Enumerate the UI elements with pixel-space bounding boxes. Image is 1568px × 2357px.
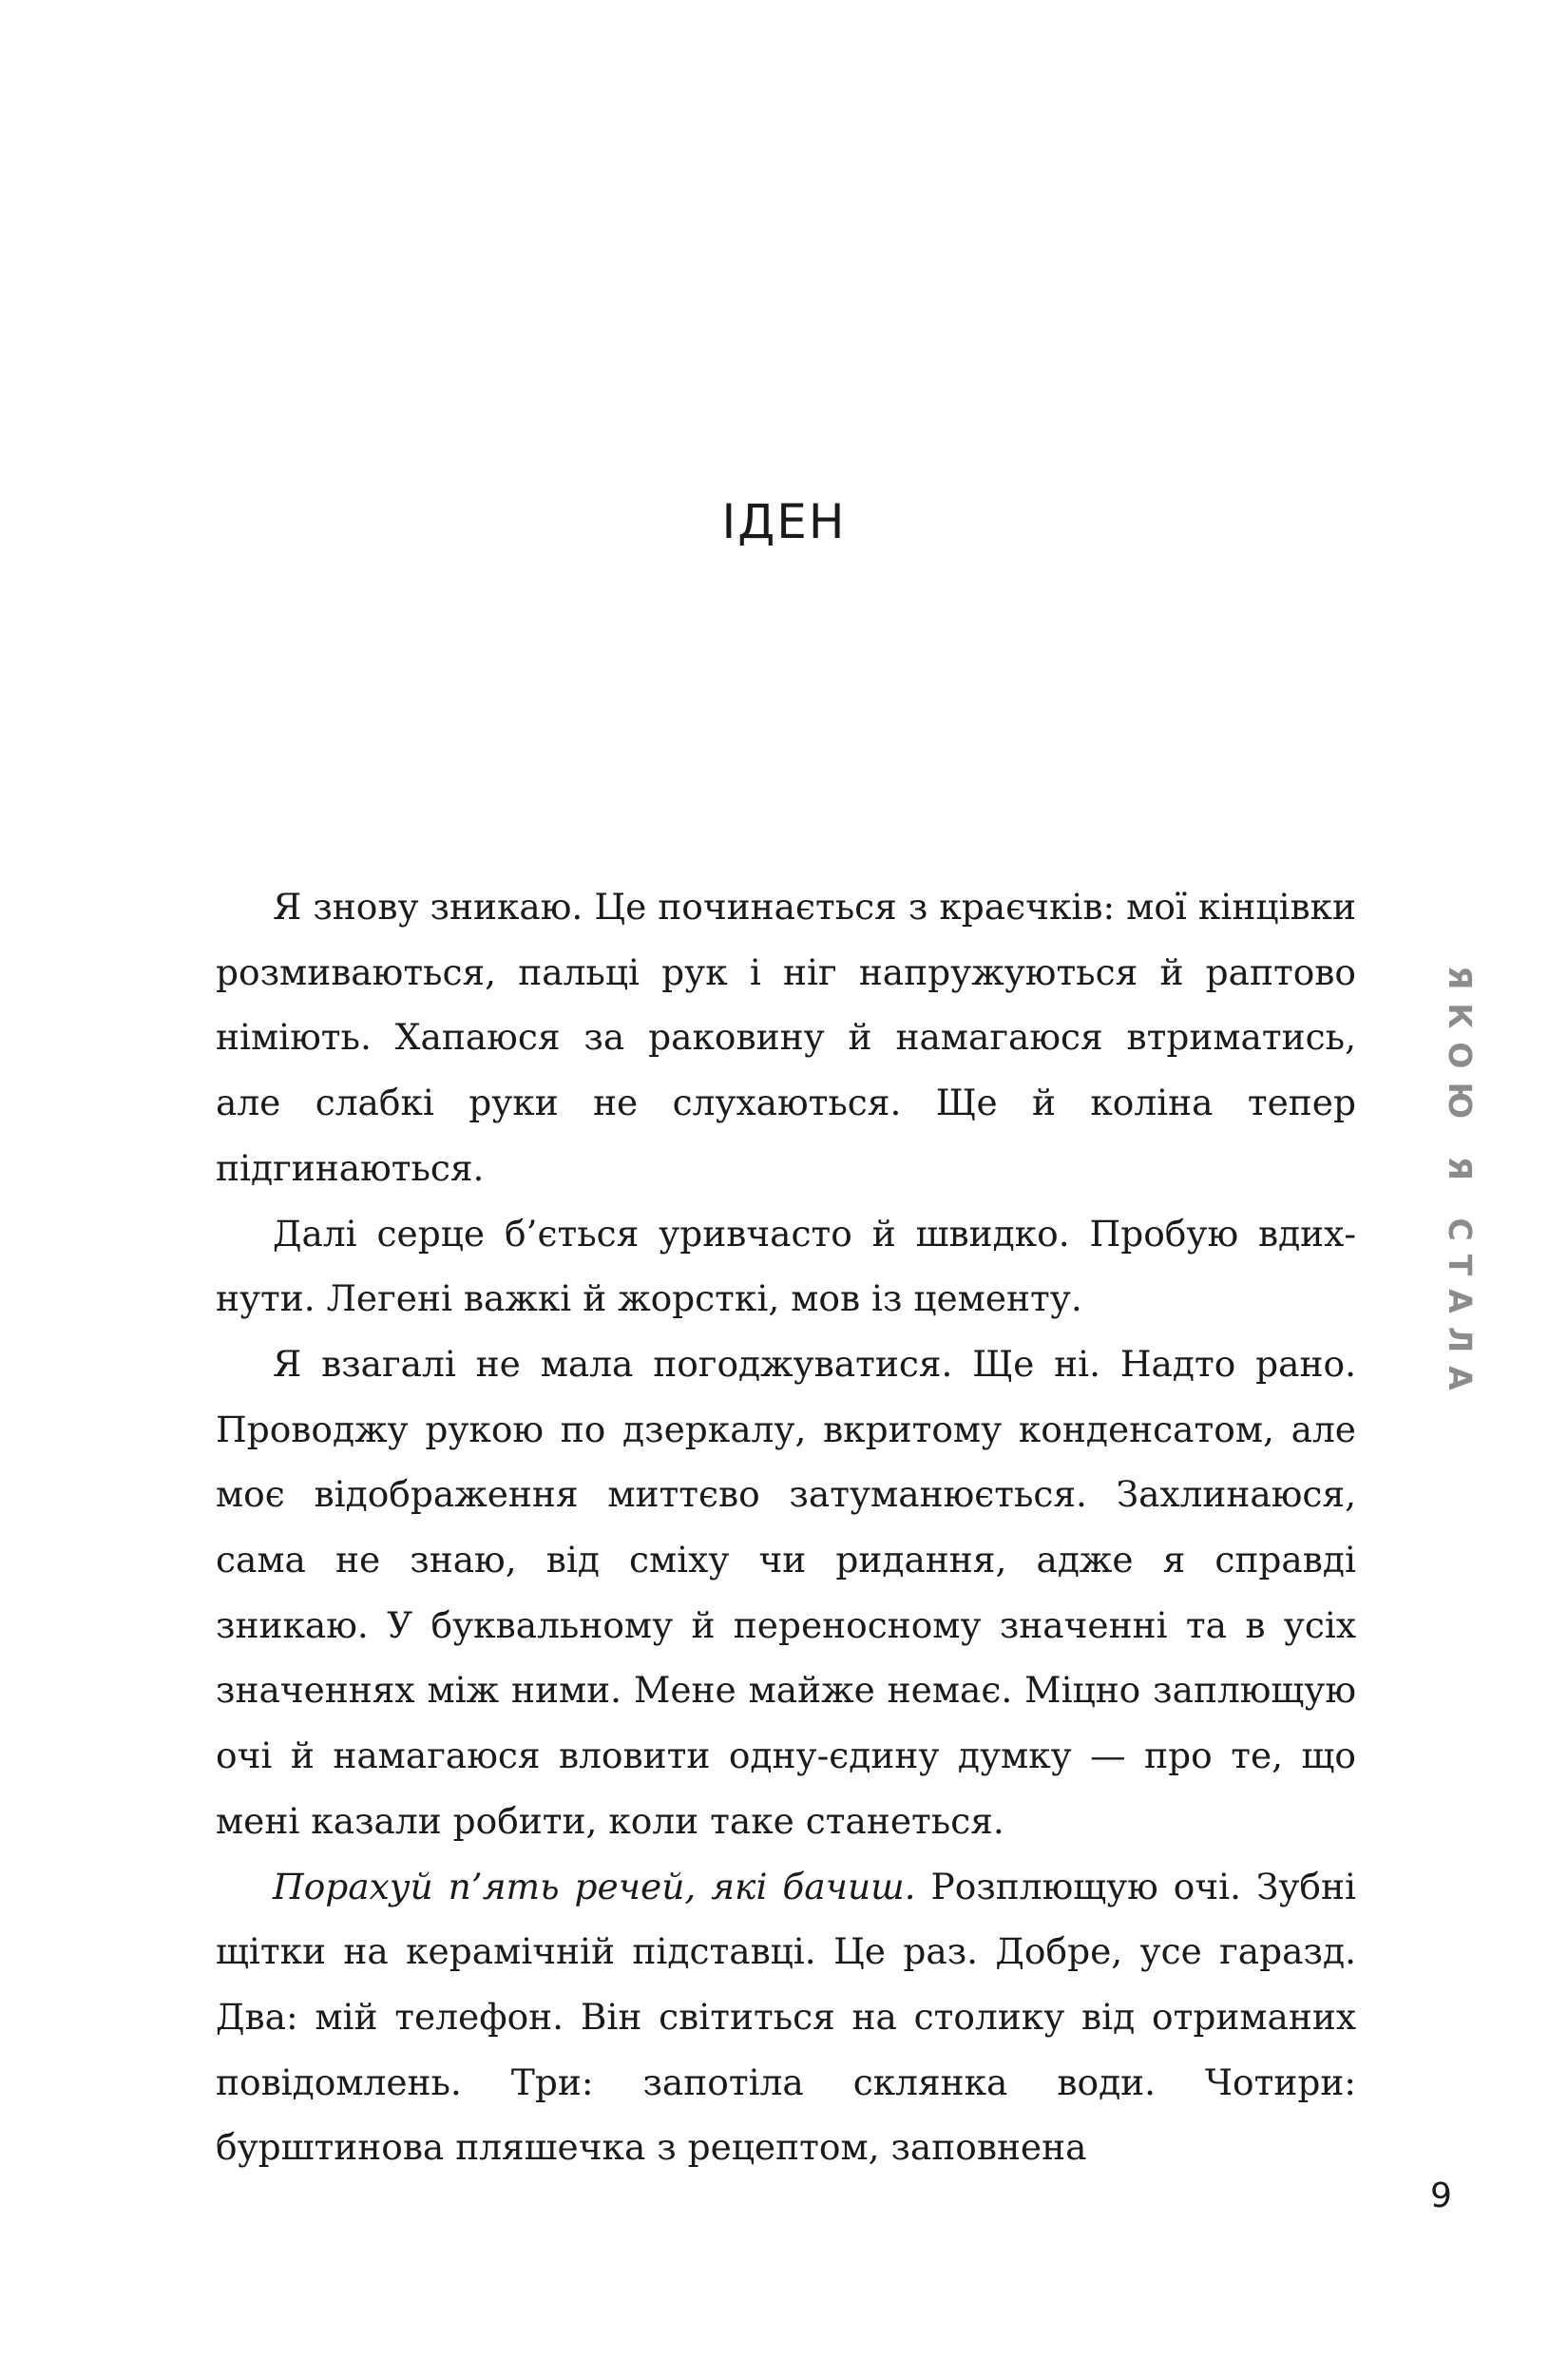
paragraph: Я взагалі не мала погоджуватися. Ще ні. Надто рано. Проводжу рукою по дзеркалу, вкритому конденсатом, але моє відображення миттєво затуманюється. Захлинаюся, сама не знаю, від сміху чи ридання, адже я справді зникаю. У буквальному й переносному значенні та в усіх значеннях між ними. Мене майже немає. Міцно заплющую очі й намагаюся вловити одну-єдину думку — про те, що мені казали робити, коли таке станеться. (216, 1342, 1356, 1842)
paragraph: Далі серце б’ється уривчасто й швидко. Пробую вдихнути. Легені важкі й жорсткі, мов із цементу. (216, 1212, 1356, 1320)
paragraph-text: Розплющую очі. Зубні щітки на керамічній підставці. Це раз. Добре, усе гаразд. Два: мій телефон. Він світиться на столику від отриманих повідомлень. Три: запотіла склянка води. Чотири: бурштинова пляшечка з рецептом, заповнена (216, 1865, 1356, 2169)
page-number: 9 (1430, 2176, 1452, 2215)
italic-phrase: Порахуй п’ять речей, які бачиш. (273, 1865, 916, 1907)
paragraph: Я знову зникаю. Це починається з краєчків: мої кінцівки розмиваються, пальці рук і ніг напружуються й раптово німіють. Хапаюся за раковину й намагаюся втриматись, але слабкі руки не слухаються. Ще й коліна тепер підгинаються. (216, 886, 1356, 1189)
body-text (216, 874, 1356, 2180)
chapter-title: ІДЕН (721, 494, 847, 549)
paragraph (216, 1854, 1356, 2181)
running-header: ЯКОЮ Я СТАЛА (1442, 966, 1479, 1404)
